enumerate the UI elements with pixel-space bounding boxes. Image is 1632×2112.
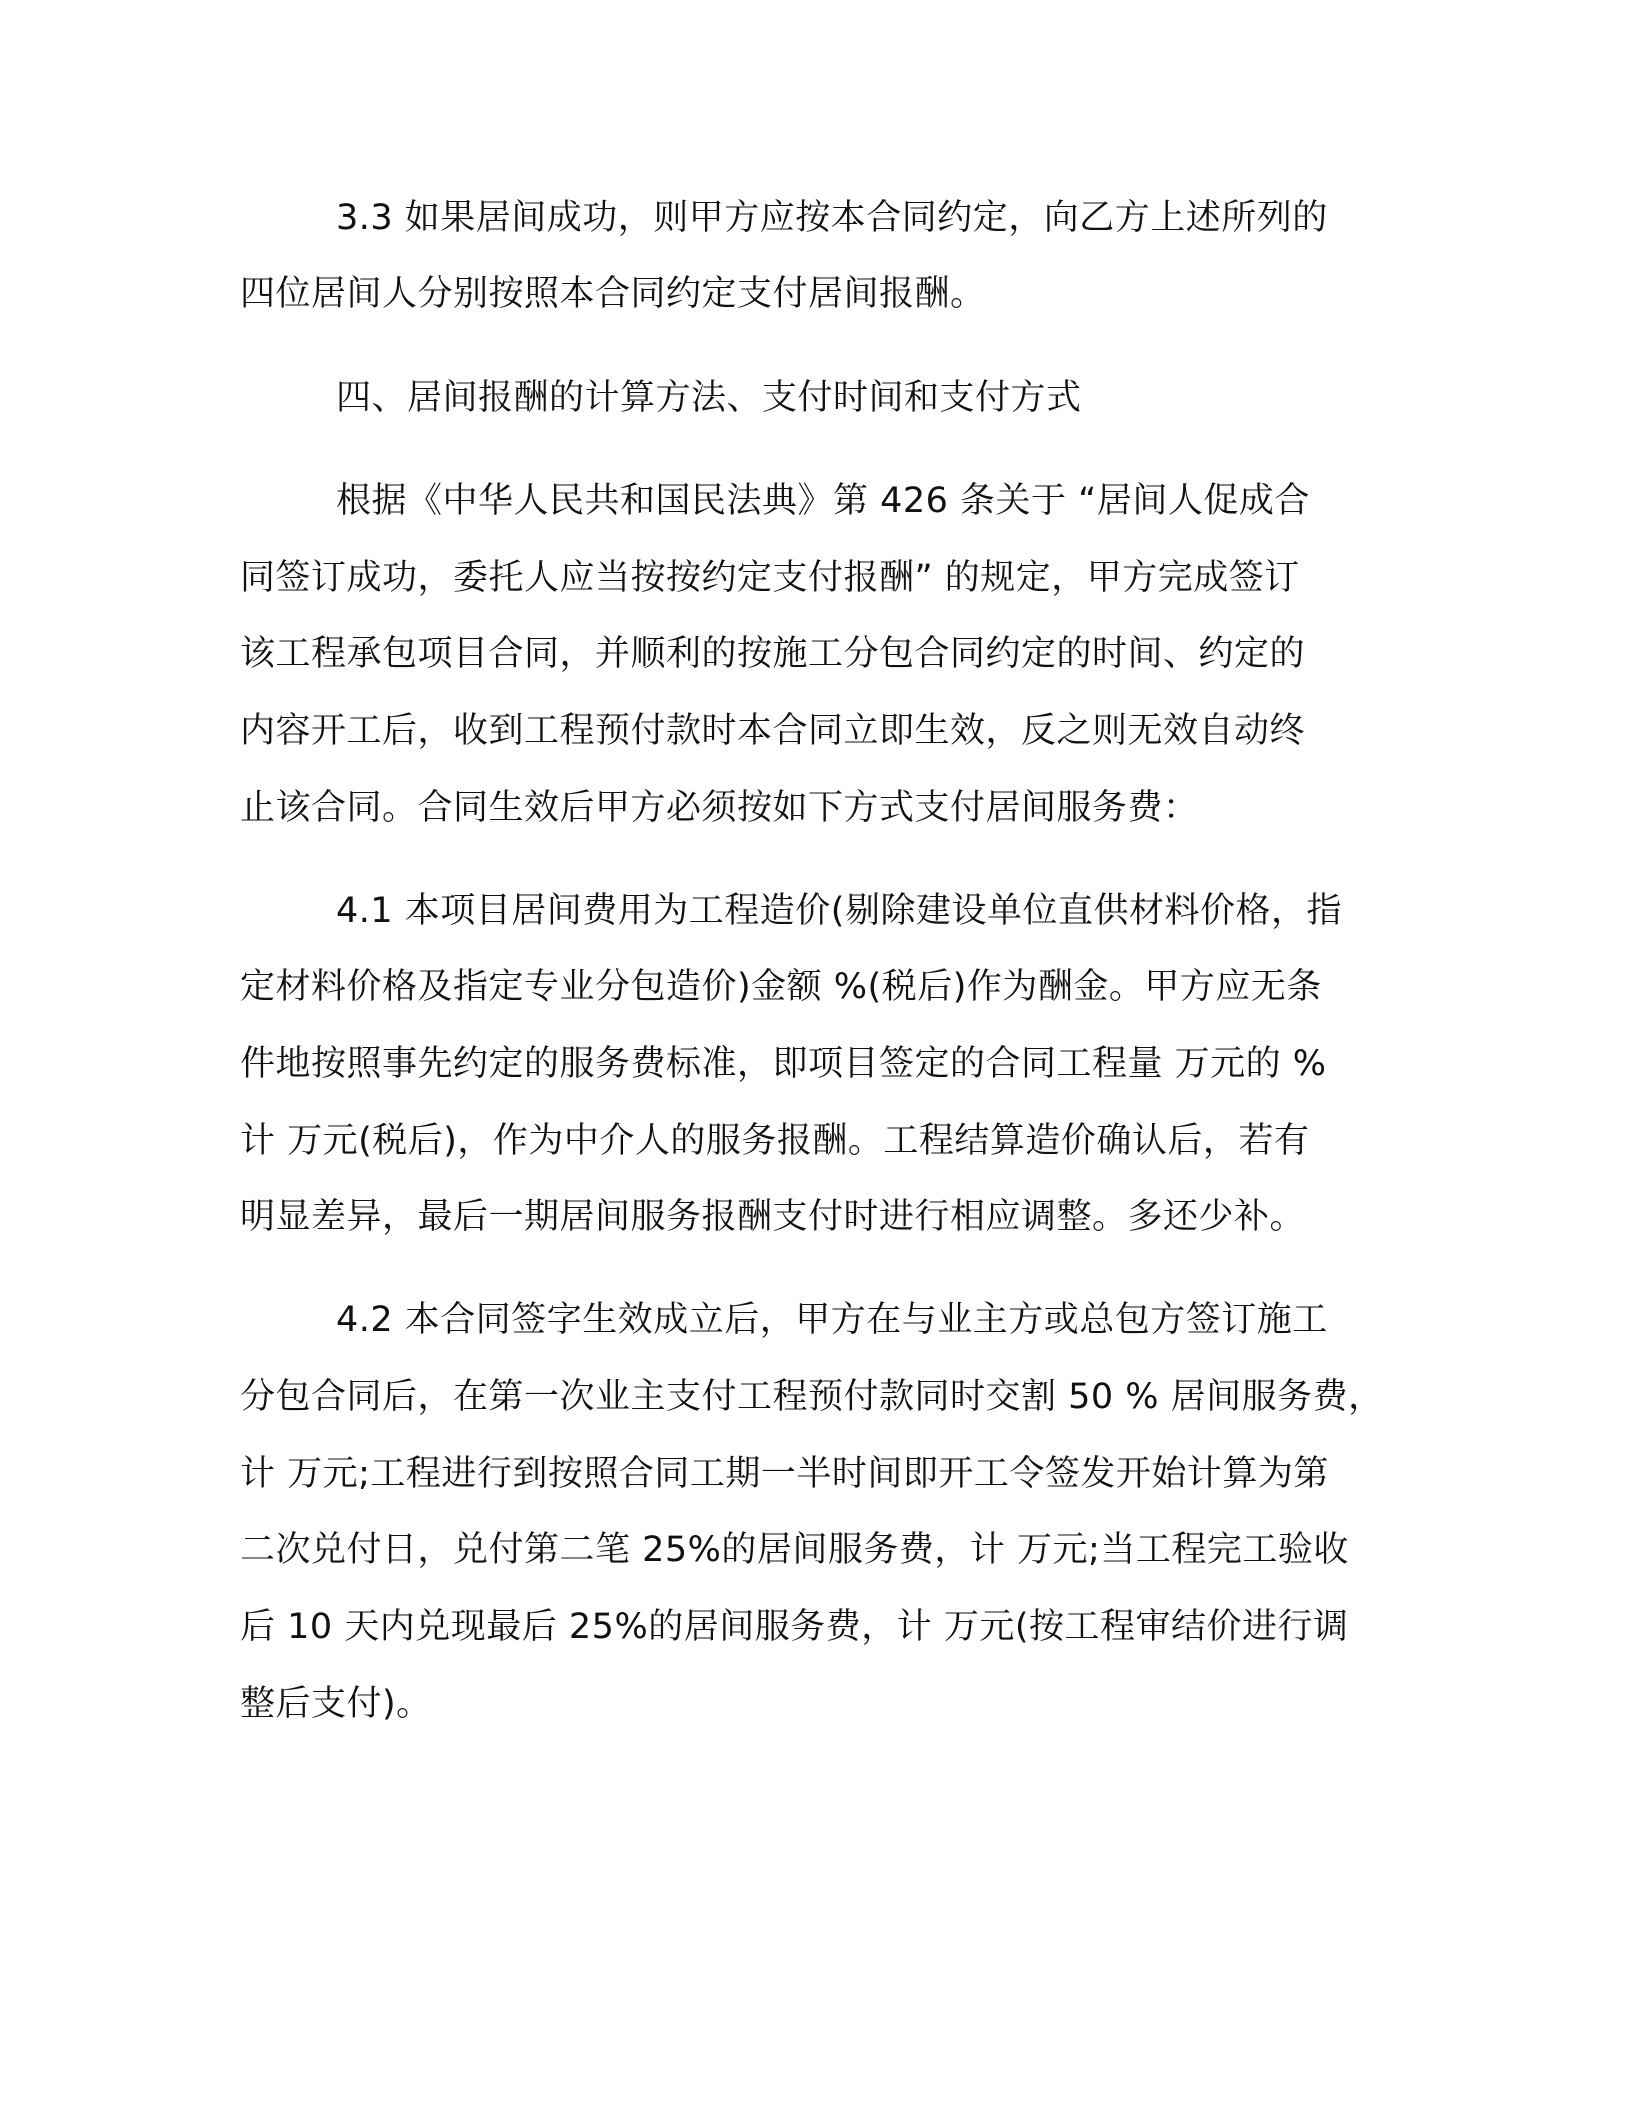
clause-4-2-line-2: 分包合同后，在第一次业主支付工程预付款同时交割 50 % 居间服务费， xyxy=(240,1377,1384,1417)
clause-4-1-line-2: 定材料价格及指定专业分包造价)金额 %(税后)作为酬金。甲方应无条 xyxy=(240,967,1322,1007)
section-4-heading: 四、居间报酬的计算方法、支付时间和支付方式 xyxy=(336,378,1082,418)
clause-4-2-line-6: 整后支付)。 xyxy=(240,1684,432,1724)
clause-4-1-line-1: 4.1 本项目居间费用为工程造价(剔除建设单位直供材料价格，指 xyxy=(336,891,1342,931)
clause-4-1-line-4: 计 万元(税后)，作为中介人的服务报酬。工程结算造价确认后，若有 xyxy=(240,1121,1310,1161)
clause-4-2-line-4: 二次兑付日，兑付第二笔 25%的居间服务费，计 万元;当工程完工验收 xyxy=(240,1530,1349,1570)
clause-4-1-line-3: 件地按照事先约定的服务费标准，即项目签定的合同工程量 万元的 % xyxy=(240,1044,1327,1084)
clause-4-2-line-3: 计 万元;工程进行到按照合同工期一半时间即开工令签发开始计算为第 xyxy=(240,1454,1329,1494)
section-4-intro-line-2: 同签订成功，委托人应当按按约定支付报酬” 的规定，甲方完成签订 xyxy=(240,558,1300,598)
section-4-intro-line-4: 内容开工后，收到工程预付款时本合同立即生效，反之则无效自动终 xyxy=(240,711,1306,751)
section-4-intro-line-1: 根据《中华人民共和国民法典》第 426 条关于 “居间人促成合 xyxy=(336,481,1310,521)
section-4-intro-line-3: 该工程承包项目合同，并顺利的按施工分包合同约定的时间、约定的 xyxy=(240,634,1306,674)
clause-4-2-line-5: 后 10 天内兑现最后 25%的居间服务费，计 万元(按工程审结价进行调 xyxy=(240,1607,1349,1647)
clause-3-3-line-2: 四位居间人分别按照本合同约定支付居间报酬。 xyxy=(240,274,986,314)
clause-4-2-line-1: 4.2 本合同签字生效成立后，甲方在与业主方或总包方签订施工 xyxy=(336,1300,1328,1340)
section-4-intro-line-5: 止该合同。合同生效后甲方必须按如下方式支付居间服务费： xyxy=(240,788,1199,828)
clause-4-1-line-5: 明显差异，最后一期居间服务报酬支付时进行相应调整。多还少补。 xyxy=(240,1197,1306,1237)
clause-3-3-line-1: 3.3 如果居间成功，则甲方应按本合同约定，向乙方上述所列的 xyxy=(336,198,1328,238)
